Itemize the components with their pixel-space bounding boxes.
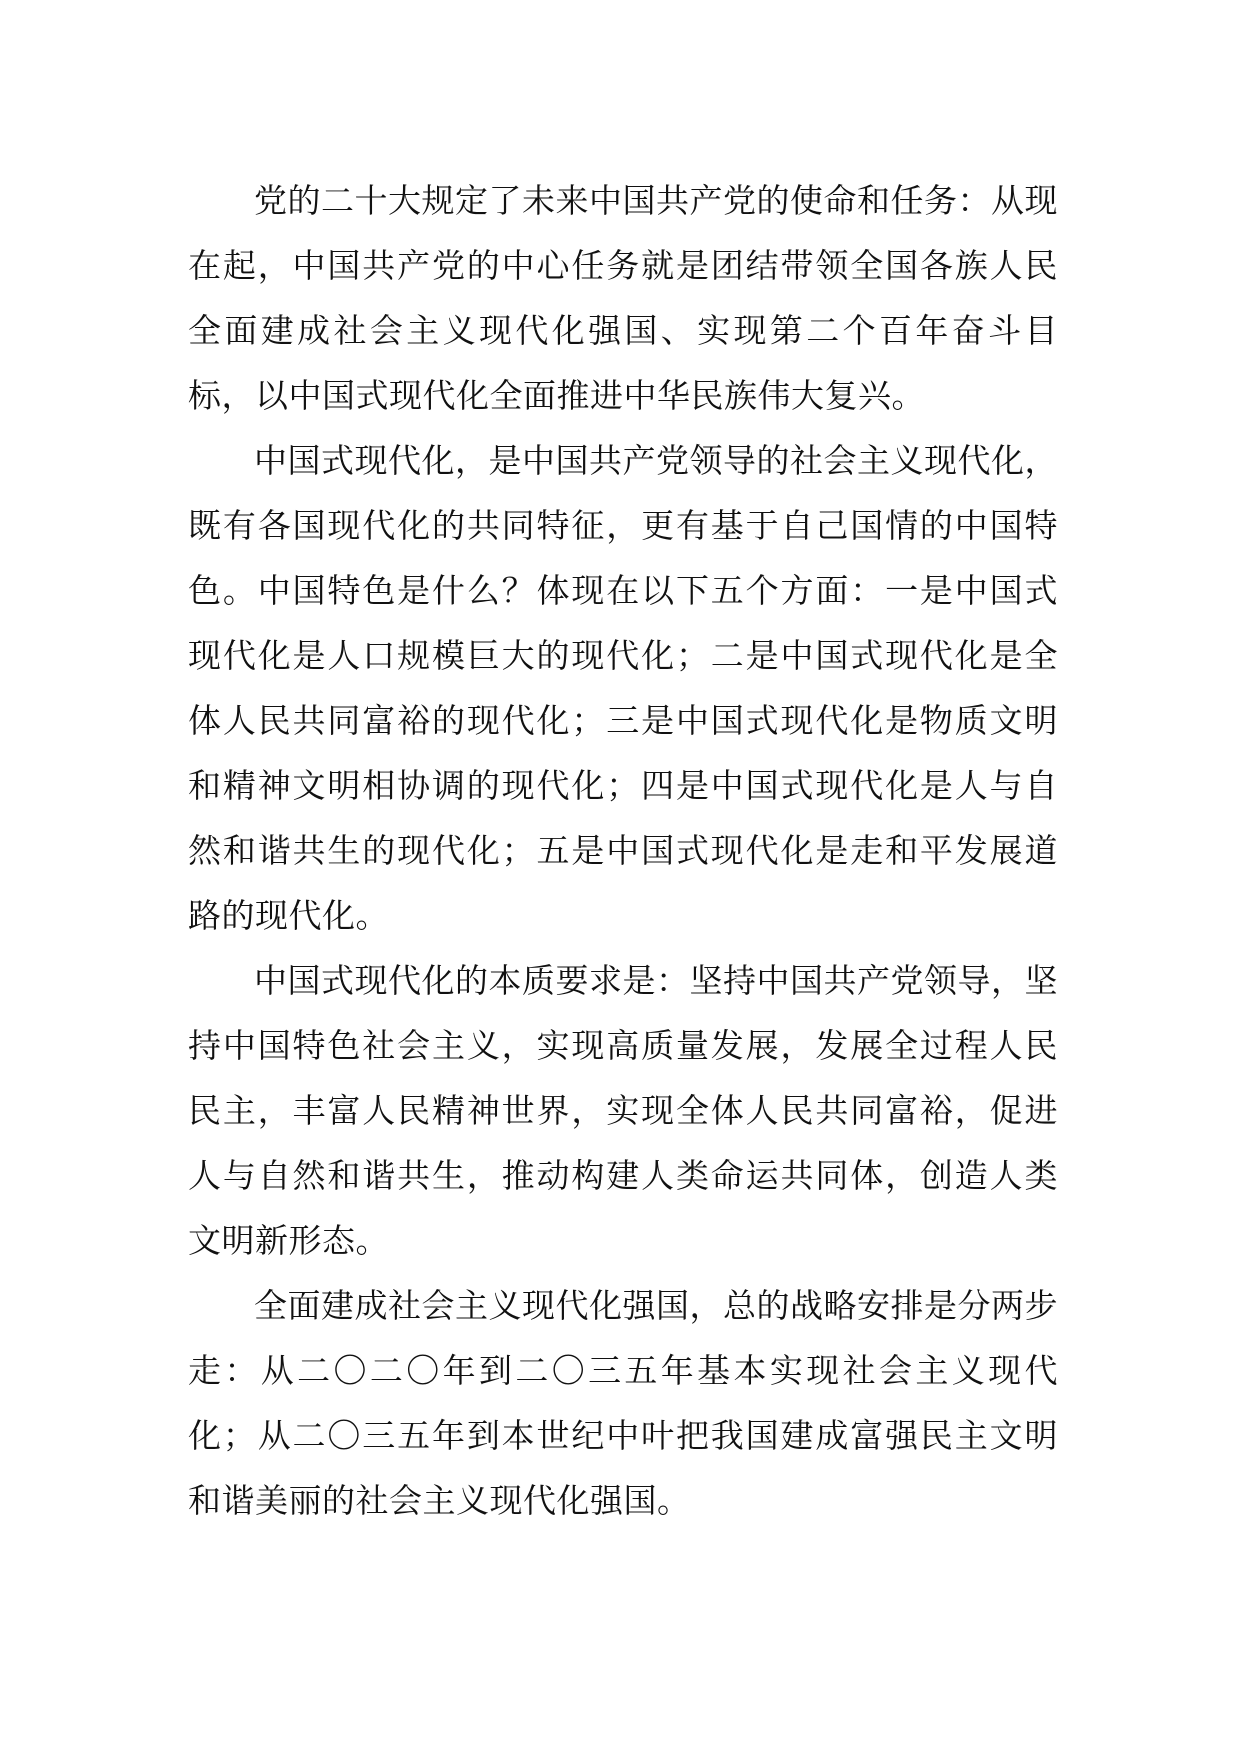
paragraph-strategic-plan: 全面建成社会主义现代化强国，总的战略安排是分两步走：从二〇二〇年到二〇三五年基本实现社会主义现代化；从二〇三五年到本世纪中叶把我国建成富强民主文明和谐美丽的社会主义现代化强国。 [188, 1286, 1058, 1520]
paragraph-essential-requirements: 中国式现代化的本质要求是：坚持中国共产党领导，坚持中国特色社会主义，实现高质量发展，发展全过程人民民主，丰富人民精神世界，实现全体人民共同富裕，促进人与自然和谐共生，推动构建人类命运共同体，创造人类文明新形态。 [188, 961, 1058, 1260]
document-body [188, 168, 1058, 1533]
paragraph-chinese-modernization-features: 中国式现代化，是中国共产党领导的社会主义现代化，既有各国现代化的共同特征，更有基于自己国情的中国特色。中国特色是什么？体现在以下五个方面：一是中国式现代化是人口规模巨大的现代化；二是中国式现代化是全体人民共同富裕的现代化；三是中国式现代化是物质文明和精神文明相协调的现代化；四是中国式现代化是人与自然和谐共生的现代化；五是中国式现代化是走和平发展道路的现代化。 [188, 441, 1058, 935]
paragraph-mission: 党的二十大规定了未来中国共产党的使命和任务：从现在起，中国共产党的中心任务就是团结带领全国各族人民全面建成社会主义现代化强国、实现第二个百年奋斗目标，以中国式现代化全面推进中华民族伟大复兴。 [188, 181, 1058, 415]
